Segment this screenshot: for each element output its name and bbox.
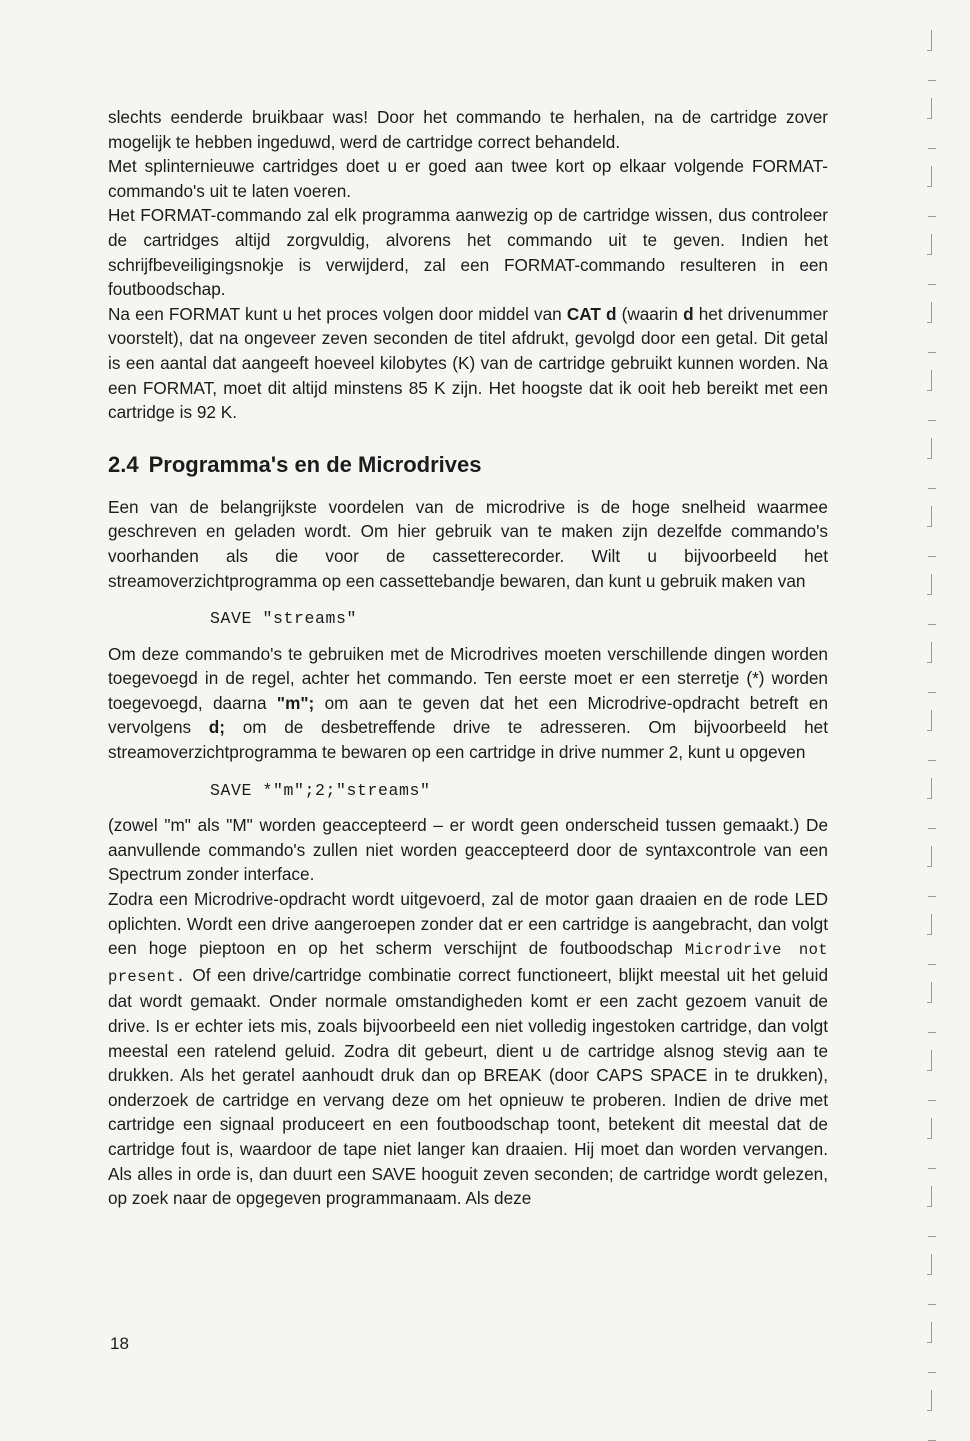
binding-tick (928, 692, 936, 693)
page-number: 18 (110, 1334, 129, 1353)
cat-command: CAT d (566, 303, 617, 324)
binding-tick (928, 760, 936, 761)
paragraph-3: Het FORMAT-commando zal elk programma aanwezig op de cartridge wissen, dus controleer de cartridges altijd zorgvuldig, alvorens het commando uit te geven. Indien het schrijfbeveiligingsnokje is verwijderd, zal een FORMAT-commando resulteren in een foutboodschap. (108, 205, 828, 300)
paragraph-4 (108, 302, 828, 425)
binding-bar (927, 30, 932, 51)
paragraph-5: Een van de belangrijkste voordelen van de microdrive is de hoge snelheid waarmee geschreven en geladen wordt. Om hier gebruik van te maken zijn dezelfde commando's voorhanden als die voor de cassetterecorder. Wilt u bijvoorbeeld het streamoverzichtprogramma op een cassettebandje bewaren, dan kunt u gebruik maken van (108, 496, 828, 591)
binding-bar (927, 710, 932, 731)
paragraph-8-text: Zodra een Microdrive-opdracht wordt uitgevoerd, zal de motor gaan draaien en de rode LED oplichten. Wordt een drive aangeroepen zonder dat er een cartridge is aangebracht, dan volgt een hoge pieptoon en op het scherm verschijnt de foutboodschap (108, 889, 828, 959)
d-parameter: d; (208, 717, 226, 738)
body-text (108, 105, 828, 1211)
binding-bar (927, 1254, 932, 1275)
binding-tick (928, 1304, 936, 1305)
binding-bar (927, 506, 932, 527)
binding-tick (928, 1032, 936, 1033)
code-example-2: SAVE *"m";2;"streams" (210, 780, 431, 800)
paragraph-4-text: het drivenummer voorstelt), dat na ongeveer zeven seconden de titel afdrukt, gevolgd door een getal. Dit getal is een aantal dat aangeeft hoeveel kilobytes (K) van de cartridge gebruikt kunnen worden. Na een FORMAT, moet dit altijd minstens 85 K zijn. Het hoogste dat ik ooit heb bereikt met een cartridge is 92 K. (108, 303, 829, 423)
paragraph-6-text: Om deze commando's te gebruiken met de Microdrives moeten verschillende dingen worden toegevoegd in de regel, achter het commando. Ten eerste moet er een sterretje (*) worden toegevoegd, daarna (108, 643, 828, 713)
paragraph-4-text: Na een FORMAT kunt u het proces volgen door middel van (108, 303, 567, 324)
paragraph-6-text: om aan te geven dat het een Microdrive-opdracht betreft en vervolgens (108, 692, 829, 738)
binding-tick (928, 420, 936, 421)
binding-tick (928, 1372, 936, 1373)
paragraph-8 (108, 887, 828, 1211)
binding-tick (928, 216, 936, 217)
paragraph-8-text: Of een drive/cartridge combinatie correct functioneert, blijkt meestal uit het geluid dat wordt gemaakt. Onder normale omstandigheden komt er een zacht gezoem vanuit de drive. Is er echter iets mis, zoals bijvoorbeeld een niet volledig ingestoken cartridge, dan volgt meestal een ratelend geluid. Zodra dit gebeurt, dient u de cartridge alsnog stevig aan te drukken. Als het geratel aanhoudt druk dan op BREAK (door CAPS SPACE in te drukken), onderzoek de cartridge en vervang deze om het opnieuw te proberen. Indien de drive met cartridge een signaal produceert en een foutboodschap toont, betekent dit meestal dat de cartridge fout is, waardoor de tape niet langer kan draaien. Hij moet dan worden vervangen. Als alles in orde is, dan duurt een SAVE hooguit zeven seconden; de cartridge wordt gelezen, op zoek naar de opgegeven programmanaam. Als deze (108, 964, 828, 1209)
binding-bar (927, 302, 932, 323)
binding-tick (928, 624, 936, 625)
binding-bar (927, 846, 932, 867)
paragraph-2: Met splinternieuwe cartridges doet u er goed aan twee kort op elkaar volgende FORMAT-commando's uit te laten voeren. (108, 156, 828, 201)
paragraph-7: (zowel "m" als "M" worden geaccepteerd – er wordt geen onderscheid tussen gemaakt.) De aanvullende commando's zullen niet worden geaccepteerd door de syntaxcontrole van een Spectrum zonder interface. (108, 815, 828, 885)
binding-tick (928, 964, 936, 965)
paragraph-4-text: (waarin (616, 303, 684, 324)
binding-bar (927, 166, 932, 187)
binding-bar (927, 1322, 932, 1343)
binding-tick (928, 284, 936, 285)
binding-marks (922, 0, 932, 1441)
binding-tick (928, 828, 936, 829)
binding-bar (927, 642, 932, 663)
binding-bar (927, 1118, 932, 1139)
paragraph-6 (108, 642, 828, 765)
m-parameter: "m"; (276, 692, 315, 713)
binding-bar (927, 574, 932, 595)
drive-variable: d (683, 303, 694, 324)
section-title: Programma's en de Microdrives (148, 451, 482, 477)
binding-bar (927, 1390, 932, 1411)
binding-tick (928, 1236, 936, 1237)
binding-tick (928, 556, 936, 557)
binding-bar (927, 778, 932, 799)
binding-tick (928, 488, 936, 489)
binding-tick (928, 896, 936, 897)
binding-bar (927, 1186, 932, 1207)
binding-tick (928, 352, 936, 353)
binding-bar (927, 370, 932, 391)
binding-bar (927, 982, 932, 1003)
binding-bar (927, 1050, 932, 1071)
code-example-1: SAVE "streams" (210, 609, 358, 629)
binding-bar (927, 234, 932, 255)
paragraph-1: slechts eenderde bruikbaar was! Door het commando te herhalen, na de cartridge zover mogelijk te hebben ingeduwd, werd de cartridge correct behandeld. (108, 107, 828, 152)
section-heading (108, 451, 828, 479)
binding-tick (928, 148, 936, 149)
binding-tick (928, 1100, 936, 1101)
error-message-code: Microdrive not present. (108, 941, 828, 986)
binding-bar (927, 438, 932, 459)
binding-tick (928, 1168, 936, 1169)
binding-bar (927, 914, 932, 935)
section-number: 2.4 (108, 451, 139, 477)
binding-bar (927, 98, 932, 119)
binding-tick (928, 80, 936, 81)
paragraph-6-text: om de desbetreffende drive te adresseren. Om bijvoorbeeld het streamoverzichtprogramma te bewaren op een cartridge in drive nummer 2, kunt u opgeven (108, 717, 828, 763)
